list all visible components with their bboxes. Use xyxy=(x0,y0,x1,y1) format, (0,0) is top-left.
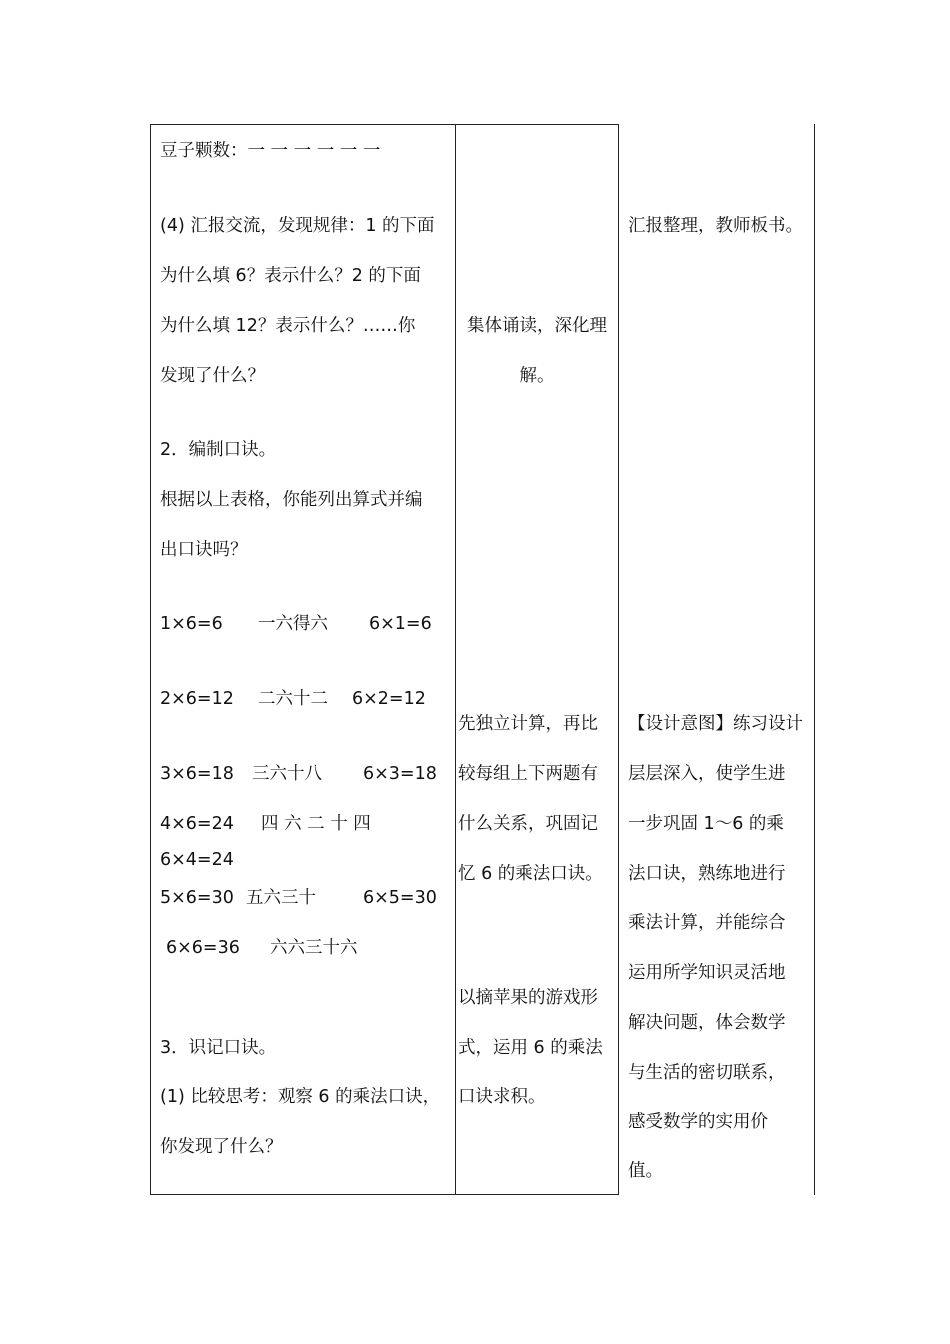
equation-row1-rhyme: 一六得六 xyxy=(258,614,328,634)
table-border-right xyxy=(814,124,815,1195)
section3-text-line1: (1) 比较思考：观察 6 的乘法口诀， xyxy=(160,1087,441,1107)
calc-text-line4: 忆 6 的乘法口诀。 xyxy=(458,864,603,884)
section2-title: 2．编制口诀。 xyxy=(160,440,277,460)
equation-row1-right: 6×1=6 xyxy=(369,614,432,634)
equation-row4-right: 6×4=24 xyxy=(160,850,234,870)
design-intent-line5: 乘法计算，并能综合 xyxy=(628,913,786,933)
design-intent-line9: 感受数学的实用价 xyxy=(628,1112,768,1132)
summary-text: 汇报整理，教师板书。 xyxy=(628,216,803,236)
bean-count-row: 豆子颗数：一 一 一 一 一 一 xyxy=(160,141,381,161)
design-intent-line8: 与生活的密切联系， xyxy=(628,1063,786,1083)
equation-row3-rhyme: 三六十八 xyxy=(252,764,322,784)
design-intent-line10: 值。 xyxy=(628,1161,663,1181)
game-text-line3: 口诀求积。 xyxy=(458,1087,546,1107)
equation-row6-rhyme: 六六三十六 xyxy=(270,938,358,958)
recite-text-line2: 解。 xyxy=(519,366,555,386)
section3-text-line2: 你发现了什么？ xyxy=(160,1137,283,1157)
design-intent-line7: 解决问题，体会数学 xyxy=(628,1013,786,1033)
equation-row4-rhyme: 四 六 二 十 四 xyxy=(261,814,371,834)
step4-text-line4: 发现了什么？ xyxy=(160,366,265,386)
section3-title: 3．识记口诀。 xyxy=(160,1038,277,1058)
table-border-left xyxy=(150,124,151,1195)
equation-row4-left: 4×6=24 xyxy=(160,814,234,834)
design-intent-line1: 【设计意图】练习设计 xyxy=(628,714,803,734)
game-text-line2: 式，运用 6 的乘法 xyxy=(458,1038,603,1058)
design-intent-line4: 法口诀，熟练地进行 xyxy=(628,864,786,884)
design-intent-line2: 层层深入，使学生进 xyxy=(628,764,786,784)
step4-text-line1: (4) 汇报交流，发现规律：1 的下面 xyxy=(160,216,435,236)
recite-text-line1: 集体诵读，深化理 xyxy=(467,316,607,336)
equation-row3-left: 3×6=18 xyxy=(160,764,234,784)
equation-row2-right: 6×2=12 xyxy=(352,689,426,709)
equation-row5-left: 5×6=30 xyxy=(160,888,234,908)
equation-row6-left: 6×6=36 xyxy=(166,938,240,958)
equation-row5-rhyme: 五六三十 xyxy=(246,888,316,908)
table-divider-1 xyxy=(455,124,456,1195)
design-intent-line3: 一步巩固 1～6 的乘 xyxy=(628,814,784,834)
calc-text-line1: 先独立计算，再比 xyxy=(458,714,598,734)
game-text-line1: 以摘苹果的游戏形 xyxy=(458,988,598,1008)
table-border-bottom xyxy=(150,1194,619,1195)
step4-text-line2: 为什么填 6？表示什么？2 的下面 xyxy=(160,266,421,286)
equation-row2-left: 2×6=12 xyxy=(160,689,234,709)
design-intent-line6: 运用所学知识灵活地 xyxy=(628,963,786,983)
equation-row2-rhyme: 二六十二 xyxy=(258,689,328,709)
table-border-top xyxy=(150,124,619,125)
calc-text-line3: 什么关系，巩固记 xyxy=(458,814,598,834)
equation-row1-left: 1×6=6 xyxy=(160,614,223,634)
section2-text-line2: 出口诀吗？ xyxy=(160,540,248,560)
equation-row3-right: 6×3=18 xyxy=(363,764,437,784)
calc-text-line2: 较每组上下两题有 xyxy=(458,764,598,784)
table-divider-2 xyxy=(618,124,619,1195)
step4-text-line3: 为什么填 12？表示什么？……你 xyxy=(160,316,416,336)
equation-row5-right: 6×5=30 xyxy=(363,888,437,908)
section2-text-line1: 根据以上表格，你能列出算式并编 xyxy=(160,490,423,510)
